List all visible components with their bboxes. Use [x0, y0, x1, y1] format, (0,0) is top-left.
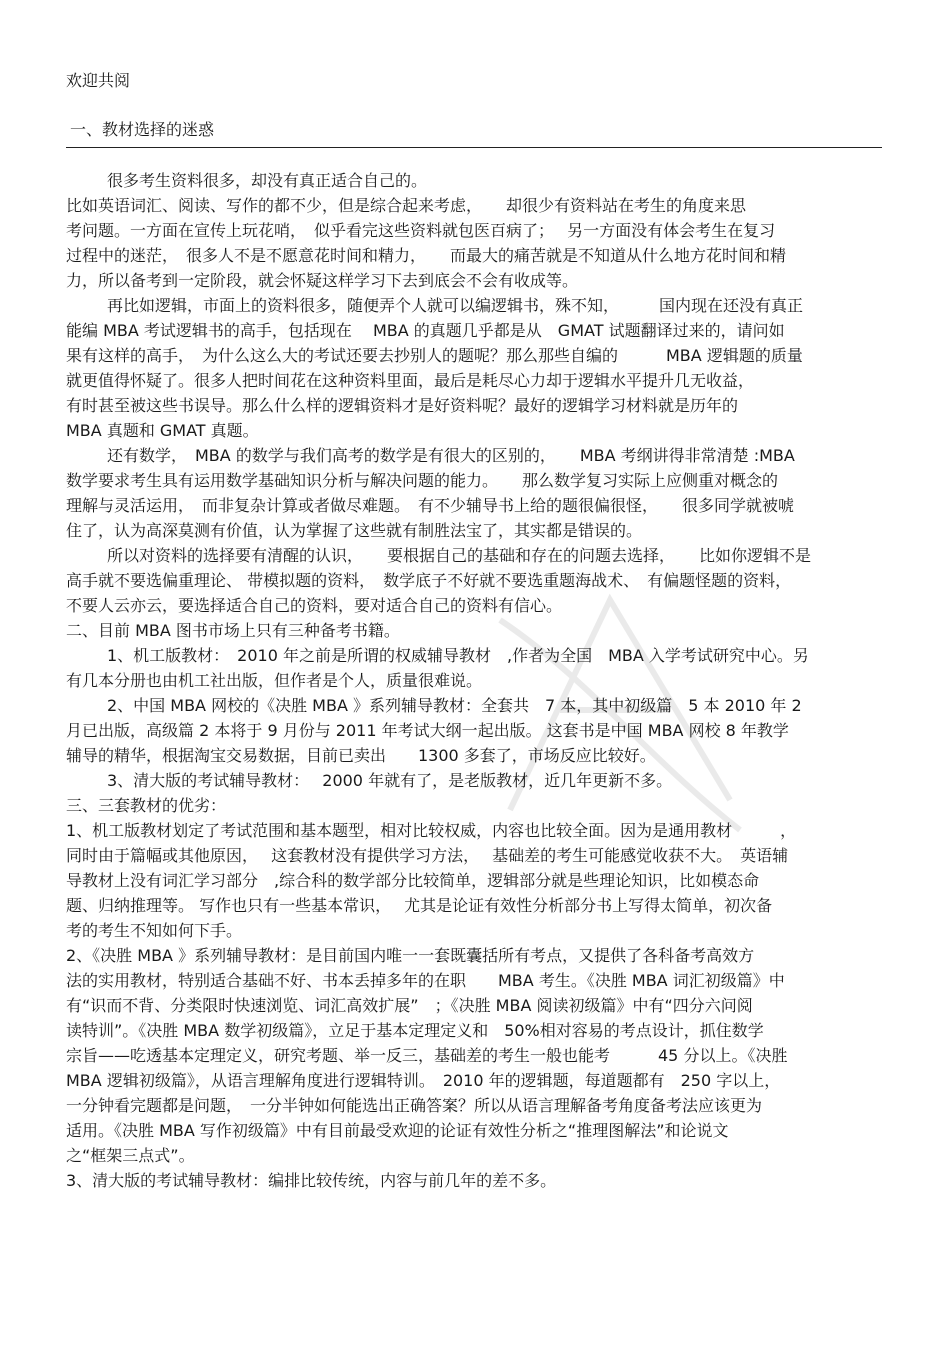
text-line: 力，所以备考到一定阶段，就会怀疑这样学习下去到底会不会有收成等。 — [66, 271, 579, 290]
text-line: 1、机工版教材： 2010 年之前是所谓的权威辅导教材 ,作者为全国 MBA 入学考试研究中心。另 — [107, 646, 809, 665]
text-line: 导教材上没有词汇学习部分 ,综合科的数学部分比较简单，逻辑部分就是些理论知识，比如模态命 — [66, 871, 760, 890]
text-line: 读特训”。《决胜 MBA 数学初级篇》，立足于基本定理定义和 50%相对容易的考点设计，抓住数学 — [66, 1021, 764, 1040]
text-line: 法的实用教材，特别适合基础不好、书本丢掉多年的在职 MBA 考生。《决胜 MBA 词汇初级篇》中 — [66, 971, 785, 990]
text-line: 题、归纳推理等。 写作也只有一些基本常识， 尤其是论证有效性分析部分书上写得太简单，初次备 — [66, 896, 773, 915]
text-line: 理解与灵活运用， 而非复杂计算或者做尽难题。 有不少辅导书上给的题很偏很怪， 很多同学就被唬 — [66, 496, 795, 515]
text-line: 就更值得怀疑了。很多人把时间花在这种资料里面，最后是耗尽心力却于逻辑水平提升几无收益， — [66, 371, 755, 390]
page-header: 欢迎共阅 — [66, 71, 131, 90]
title-divider — [66, 147, 882, 148]
text-line: 三、三套教材的优劣： — [66, 796, 227, 815]
text-line: 之“框架三点式”。 — [66, 1146, 195, 1165]
text-line: 高手就不要选偏重理论、 带模拟题的资料， 数学底子不好就不要选重题海战术、 有偏题怪题的资料， — [66, 571, 792, 590]
section-title: 一、教材选择的迷惑 — [70, 120, 215, 139]
text-line: 住了，认为高深莫测有价值，认为掌握了这些就有制胜法宝了，其实都是错误的。 — [66, 521, 643, 540]
text-line: 适用。《决胜 MBA 写作初级篇》中有目前最受欢迎的论证有效性分析之“推理图解法”和论说文 — [66, 1121, 729, 1140]
text-line: 3、清大版的考试辅导教材： 2000 年就有了，是老版教材，近几年更新不多。 — [107, 771, 673, 790]
text-line: 一分钟看完题都是问题， 一分半钟如何能选出正确答案？所以从语言理解备考角度备考法应该更为 — [66, 1096, 763, 1115]
text-line: 还有数学， MBA 的数学与我们高考的数学是有很大的区别的， MBA 考纲讲得非常清楚 :MBA — [107, 446, 795, 465]
text-line: 2、中国 MBA 网校的《决胜 MBA 》系列辅导教材：全套共 7 本，其中初级篇 5 本 2010 年 2 — [107, 696, 802, 715]
text-line: 有“识而不背、分类限时快速浏览、词汇高效扩展” ；《决胜 MBA 阅读初级篇》中有“四分六问阅 — [66, 996, 753, 1015]
text-line: 考的考生不知如何下手。 — [66, 921, 243, 940]
text-line: 2、《决胜 MBA 》系列辅导教材：是目前国内唯一一套既囊括所有考点，又提供了各科备考高效方 — [66, 946, 755, 965]
text-line: 果有这样的高手， 为什么这么大的考试还要去抄别人的题呢？那么那些自编的 MBA 逻辑题的质量 — [66, 346, 803, 365]
text-line: 有时甚至被这些书误导。那么什么样的逻辑资料才是好资料呢？最好的逻辑学习材料就是历年的 — [66, 396, 739, 415]
text-line: 过程中的迷茫， 很多人不是不愿意花时间和精力， 而最大的痛苦就是不知道从什么地方花时间和精 — [66, 246, 787, 265]
text-line: 辅导的精华，根据淘宝交易数据，目前已卖出 1300 多套了，市场反应比较好。 — [66, 746, 656, 765]
text-line: 3、清大版的考试辅导教材：编排比较传统，内容与前几年的差不多。 — [66, 1171, 557, 1190]
text-line: 有几本分册也由机工社出版，但作者是个人，质量很难说。 — [66, 671, 483, 690]
text-line: 能编 MBA 考试逻辑书的高手，包括现在 MBA 的真题几乎都是从 GMAT 试题翻译过来的，请问如 — [66, 321, 785, 340]
text-line: 考问题。一方面在宣传上玩花哨， 似乎看完这些资料就包医百病了； 另一方面没有体会考生在复习 — [66, 221, 776, 240]
text-line: 宗旨——吃透基本定理定义，研究考题、举一反三，基础差的考生一般也能考 45 分以上。《决胜 — [66, 1046, 788, 1065]
text-line: MBA 真题和 GMAT 真题。 — [66, 421, 259, 440]
text-line: 比如英语词汇、阅读、写作的都不少，但是综合起来考虑， 却很少有资料站在考生的角度来思 — [66, 196, 747, 215]
text-line: 再比如逻辑，市面上的资料很多，随便弄个人就可以编逻辑书，殊不知， 国内现在还没有真正 — [107, 296, 804, 315]
text-line: 很多考生资料很多，却没有真正适合自己的。 — [107, 171, 428, 190]
text-line: 不要人云亦云，要选择适合自己的资料，要对适合自己的资料有信心。 — [66, 596, 563, 615]
text-line: 同时由于篇幅或其他原因， 这套教材没有提供学习方法， 基础差的考生可能感觉收获不大。 英语辅 — [66, 846, 789, 865]
text-line: 1、机工版教材划定了考试范围和基本题型，相对比较权威，内容也比较全面。因为是通用教材 ， — [66, 821, 797, 840]
text-line: 月已出版，高级篇 2 本将于 9 月份与 2011 年考试大纲一起出版。 这套书是中国 MBA 网校 8 年教学 — [66, 721, 789, 740]
text-line: 数学要求考生具有运用数学基础知识分析与解决问题的能力。 那么数学复习实际上应侧重对概念的 — [66, 471, 779, 490]
text-line: 二、目前 MBA 图书市场上只有三种备考书籍。 — [66, 621, 400, 640]
text-line: 所以对资料的选择要有清醒的认识， 要根据自己的基础和存在的问题去选择， 比如你逻辑不是 — [107, 546, 812, 565]
text-line: MBA 逻辑初级篇》，从语言理解角度进行逻辑特训。 2010 年的逻辑题，每道题都有 250 字以上， — [66, 1071, 781, 1090]
